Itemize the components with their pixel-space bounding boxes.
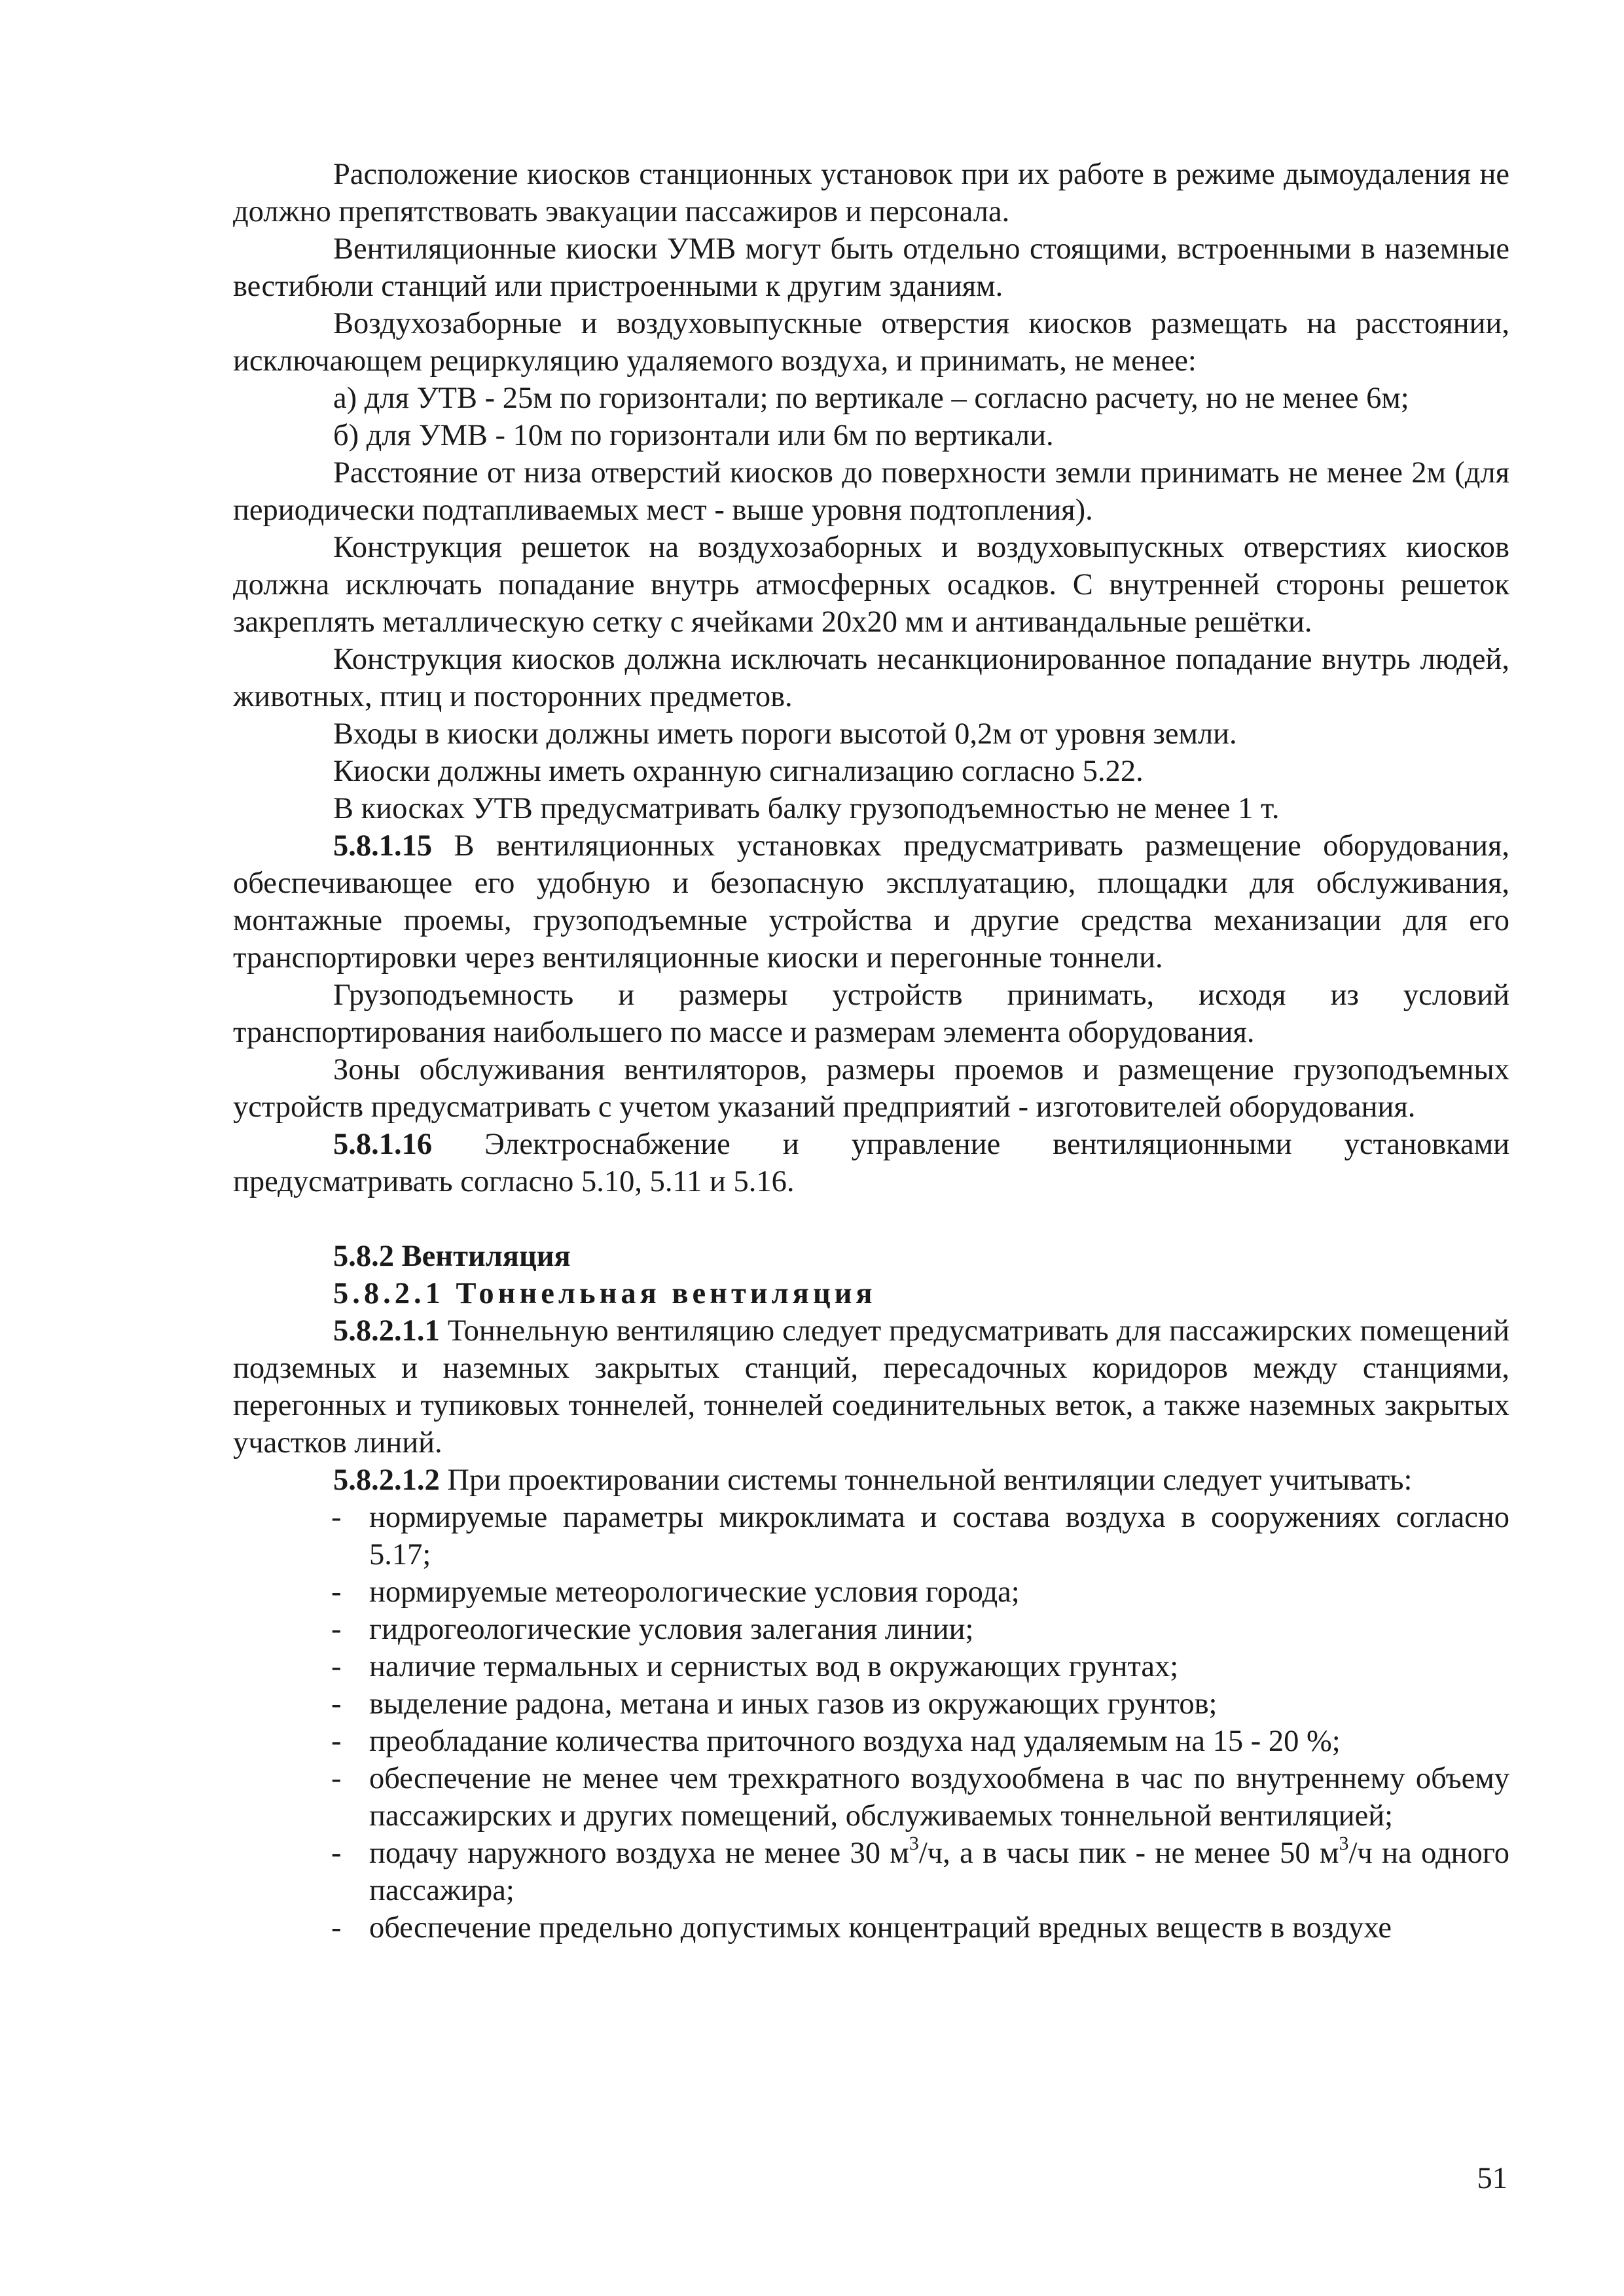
list-dash: - bbox=[331, 1501, 342, 1534]
list-item: - наличие термальных и сернистых вод в окружающих грунтах; bbox=[233, 1648, 1509, 1685]
clause-5-8-2-1-1 bbox=[233, 1312, 1509, 1462]
list-item: - выделение радона, метана и иных газов из окружающих грунтов; bbox=[233, 1685, 1509, 1723]
distance-item-utv: а) для УТВ - 25м по горизонтали; по вертикале – согласно расчету, но не менее 6м; bbox=[333, 382, 1409, 415]
page-number: 51 bbox=[1477, 2162, 1507, 2195]
paragraph-lifting-beam: В киосках УТВ предусматривать балку грузоподъемностью не менее 1 т. bbox=[333, 792, 1280, 825]
list-item: - нормируемые параметры микроклимата и состава воздуха в сооружениях согласно 5.17; bbox=[233, 1499, 1509, 1573]
clause-5-8-1-16 bbox=[233, 1126, 1509, 1200]
clause-5-8-1-15 bbox=[233, 827, 1509, 977]
paragraph-intake-openings: Воздухозаборные и воздуховыпускные отверстия киосков размещать на расстоянии, исключающем рециркуляцию удаляемого воздуха, и принимать, не менее: bbox=[233, 307, 1509, 378]
paragraph-grille-design: Конструкция решеток на воздухозаборных и воздуховыпускных отверстиях киосков должна исключать попадание внутрь атмосферных осадков. С внутренней стороны решеток закреплять металлическую сетку с ячейками 20х20 мм и антивандальные решётки. bbox=[233, 531, 1509, 639]
section-heading: 5.8.2 Вентиляция bbox=[333, 1240, 571, 1273]
requirements-list bbox=[233, 1499, 1509, 1946]
list-dash: - bbox=[331, 1837, 342, 1870]
list-item: - преобладание количества приточного воздуха над удаляемым на 15 - 20 %; bbox=[233, 1723, 1509, 1760]
paragraph-unauthorized-access: Конструкция киосков должна исключать несанкционированное попадание внутрь людей, животных, птиц и посторонних предметов. bbox=[233, 643, 1509, 713]
paragraph-security-alarm: Киоски должны иметь охранную сигнализацию согласно 5.22. bbox=[333, 755, 1144, 788]
list-dash: - bbox=[331, 1687, 342, 1721]
list-dash: - bbox=[331, 1650, 342, 1683]
clause-5-8-2-1-2 bbox=[233, 1462, 1509, 1499]
list-item: - обеспечение не менее чем трехкратного воздухообмена в час по внутреннему объему пассажирских и других помещений, обслуживаемых тоннельной вентиляцией; bbox=[233, 1760, 1509, 1835]
paragraph-service-zones: Зоны обслуживания вентиляторов, размеры проемов и размещение грузоподъемных устройств предусматривать с учетом указаний предприятий - изготовителей оборудования. bbox=[233, 1053, 1509, 1124]
clause-text: Электроснабжение и управление вентиляционными установками предусматривать согласно 5.10, 5.11 и 5.16. bbox=[233, 1128, 1509, 1198]
list-item: - гидрогеологические условия залегания линии; bbox=[233, 1611, 1509, 1648]
superscript: 3 bbox=[909, 1833, 919, 1854]
clause-text: При проектировании системы тоннельной вентиляции следует учитывать: bbox=[447, 1463, 1413, 1497]
list-item-air-supply: - подачу наружного воздуха не менее 30 $м^3/ч$, а в часы пик - не менее 50 $м^3/ч$ на одного пассажира; bbox=[331, 1833, 1509, 1907]
paragraph-umv-kiosks: Вентиляционные киоски УМВ могут быть отдельно стоящими, встроенными в наземные вестибюли станций или пристроенными к другим зданиям. bbox=[233, 232, 1509, 303]
list-item: - нормируемые метеорологические условия города; bbox=[233, 1573, 1509, 1611]
list-item: - обеспечение предельно допустимых концентраций вредных веществ в воздухе bbox=[233, 1909, 1509, 1946]
clause-text: Тоннельную вентиляцию следует предусматривать для пассажирских помещений подземных и наземных закрытых станций, пересадочных коридоров между станциями, перегонных и тупиковых тоннелей, тоннелей соединительных веток, а также наземных закрытых участков линий. bbox=[233, 1314, 1509, 1460]
paragraph-entrance-threshold: Входы в киоски должны иметь пороги высотой 0,2м от уровня земли. bbox=[333, 717, 1237, 751]
list-dash: - bbox=[331, 1613, 342, 1646]
list-dash: - bbox=[331, 1911, 342, 1945]
paragraph-lifting-capacity: Грузоподъемность и размеры устройств принимать, исходя из условий транспортирования наибольшего по массе и размерам элемента оборудования. bbox=[233, 978, 1509, 1049]
list-dash: - bbox=[331, 1575, 342, 1609]
clause-number: 5.8.1.16 bbox=[333, 1128, 433, 1161]
superscript: 3 bbox=[1339, 1833, 1349, 1854]
clause-number: 5.8.2.1.2 bbox=[333, 1463, 440, 1497]
paragraph-opening-height: Расстояние от низа отверстий киосков до поверхности земли принимать не менее 2м (для периодически подтапливаемых мест - выше уровня подтопления). bbox=[233, 456, 1509, 527]
list-dash: - bbox=[331, 1762, 342, 1795]
clause-number: 5.8.2.1.1 bbox=[333, 1314, 440, 1348]
clause-number: 5.8.1.15 bbox=[333, 829, 433, 863]
list-dash: - bbox=[331, 1725, 342, 1758]
paragraph-kiosk-location: Расположение киосков станционных установок при их работе в режиме дымоудаления не должно препятствовать эвакуации пассажиров и персонала. bbox=[233, 158, 1509, 228]
subsection-heading: 5.8.2.1 Тоннельная вентиляция bbox=[333, 1277, 876, 1310]
distance-item-umv: б) для УМВ - 10м по горизонтали или 6м по вертикали. bbox=[333, 419, 1054, 452]
clause-text: В вентиляционных установках предусматривать размещение оборудования, обеспечивающее его удобную и безопасную эксплуатацию, площадки для обслуживания, монтажные проемы, грузоподъемные устройства и другие средства механизации для его транспортировки через вентиляционные киоски и перегонные тоннели. bbox=[233, 829, 1509, 975]
page-content bbox=[233, 156, 1509, 1946]
